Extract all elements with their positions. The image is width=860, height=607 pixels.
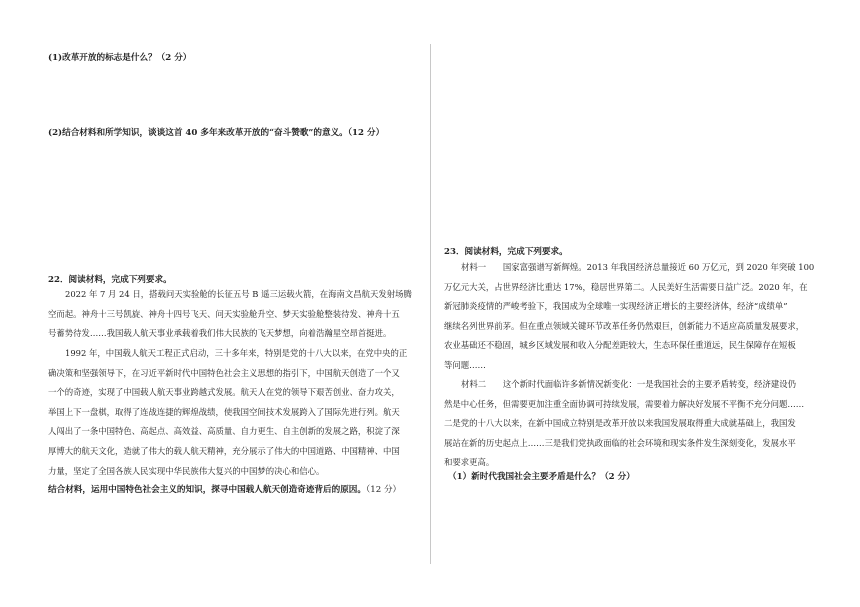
text-line: 空而起。神舟十三号凯旋、神舟十四号飞天、问天实验舱升空、梦天实验舱整装待发、神舟十五 — [48, 308, 400, 319]
text-line: 继续名列世界前茅。但在重点领域关键环节改革任务仍然艰巨，创新能力不适应高质量发展要求， — [444, 320, 805, 331]
text-line: 确决策和坚强领导下，在习近平新时代中国特色社会主义思想的指引下，中国航天创造了一个又 — [48, 367, 400, 378]
question-21-2: (2)结合材料和所学知识，谈谈这首 40 多年来改革开放的“奋斗赞歌”的意义。（12 分） — [48, 128, 385, 138]
task-points: （12 分） — [365, 485, 402, 495]
text-line: 万亿元大关，占世界经济比重达 17%，稳居世界第二。人民美好生活需要日益广泛。2020 年，在 — [444, 281, 808, 292]
text-line: 号蓄势待发……我国载人航天事业承载着我们伟大民族的飞天梦想，向着浩瀚星空昂首挺进。 — [48, 328, 392, 339]
text-line: 厚博大的航天文化，造就了伟大的载人航天精神，充分展示了伟大的中国道路、中国精神、中国 — [48, 445, 400, 456]
text-line: 二是党的十八大以来，在新中国成立特别是改革开放以来我国发展取得重大成就基础上，我国发 — [444, 418, 796, 429]
question-22-task — [48, 483, 401, 495]
question-22-paragraph-2 — [48, 344, 420, 481]
text-line: 材料二 这个新时代面临许多新情况新变化：一是我国社会的主要矛盾转变，经济建设仍 — [461, 379, 796, 389]
text-line: 2022 年 7 月 24 日，搭载问天实验舱的长征五号 B 遥三运载火箭，在海南文昌航天发射场腾 — [65, 289, 412, 299]
text-line: 举国上下一盘棋，取得了连战连捷的辉煌战绩，使我国空间技术发展跨入了国际先进行列。航天 — [48, 406, 400, 417]
question-23-1: （1）新时代我国社会主要矛盾是什么？（2 分） — [448, 472, 635, 482]
question-22-heading: 22．阅读材料，完成下列要求。 — [48, 275, 172, 285]
text-line: 力量，坚定了全国各族人民实现中华民族伟大复兴的中国梦的决心和信心。 — [48, 465, 325, 476]
text-line: 和要求更高。 — [444, 457, 495, 468]
text-line: 人闯出了一条中国特色、高起点、高效益、高质量、自力更生、自主创新的发展之路，积淀了深 — [48, 426, 400, 437]
material-one — [444, 258, 816, 376]
material-two — [444, 375, 816, 473]
task-text: 结合材料，运用中国特色社会主义的知识，探寻中国载人航天创造奇迹背后的原因。 — [48, 485, 366, 495]
question-22-paragraph-1 — [48, 285, 420, 344]
text-line: 一个的奇迹，实现了中国载人航天事业跨越式发展。航天人在党的领导下艰苦创业、奋力攻关， — [48, 387, 400, 398]
text-line: 材料一 国家富强谱写新辉煌。2013 年我国经济总量接近 60 万亿元，到 2020 年突破 100 — [461, 262, 815, 272]
text-line: 等问题…… — [444, 359, 486, 370]
text-line: 1992 年，中国载人航天工程正式启动，三十多年来，特别是党的十八大以来，在党中央的正 — [65, 348, 408, 358]
text-line: 展站在新的历史起点上……三是我们党执政面临的社会环境和现实条件发生深刻变化，发展水平 — [444, 437, 796, 448]
text-line: 农业基础还不稳固，城乡区域发展和收入分配差距较大，生态环保任重道远，民生保障存在短板 — [444, 340, 796, 351]
text-line: 新冠肺炎疫情的严峻考验下，我国成为全球唯一实现经济正增长的主要经济体，经济“成绩单” — [444, 301, 788, 312]
question-21-1: (1)改革开放的标志是什么？（2 分） — [48, 53, 192, 63]
column-divider — [430, 44, 431, 564]
question-23-heading: 23．阅读材料，完成下列要求。 — [444, 247, 568, 257]
text-line: 然是中心任务，但需要更加注重全面协调可持续发展，需要着力解决好发展不平衡不充分问题…… — [444, 398, 805, 409]
